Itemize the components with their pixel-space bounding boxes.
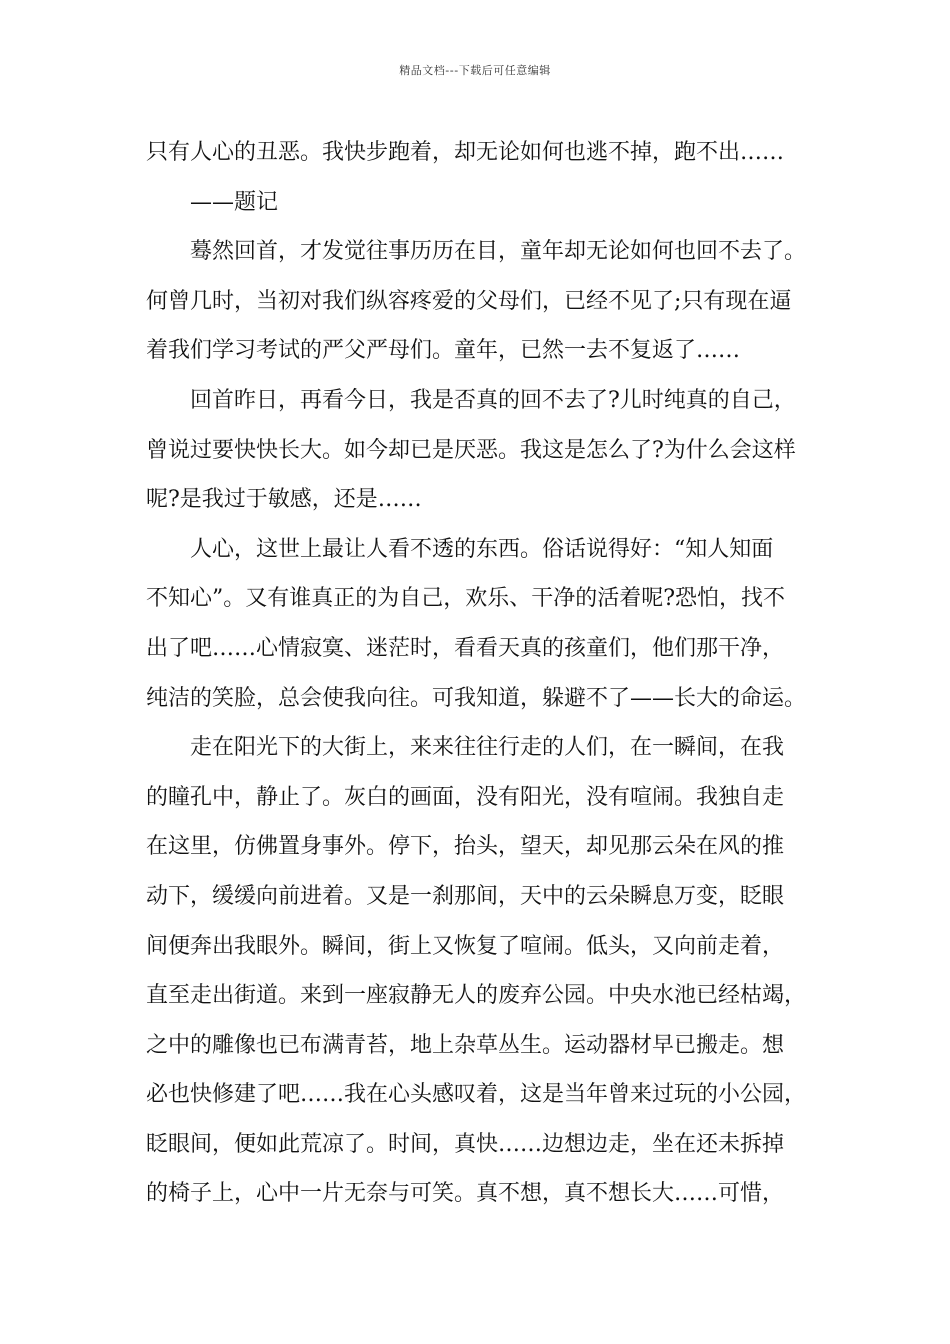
text-line: 只有人心的丑恶。我快步跑着，却无论如何也逃不掉，跑不出…… bbox=[146, 140, 785, 165]
text-line: 的椅子上，心中一片无奈与可笑。真不想，真不想长大……可惜， bbox=[146, 1181, 785, 1207]
text-line: 间便奔出我眼外。瞬间，街上又恢复了喧闹。低头，又向前走着， bbox=[146, 933, 785, 959]
text-line: 出了吧……心情寂寞、迷茫时，看看天真的孩童们，他们那干净， bbox=[146, 635, 785, 661]
text-line: 的瞳孔中，静止了。灰白的画面，没有阳光，没有喧闹。我独自走 bbox=[146, 784, 785, 810]
text-line: 之中的雕像也已布满青苔，地上杂草丛生。运动器材早已搬走。想 bbox=[146, 1032, 785, 1058]
paragraph-first-line: 蓦然回首，才发觉往事历历在目，童年却无论如何也回不去了。 bbox=[190, 239, 807, 265]
essay-body bbox=[146, 128, 826, 1219]
paragraph-first-line: 人心，这世上最让人看不透的东西。俗话说得好：“知人知面 bbox=[190, 536, 774, 562]
text-line: 眨眼间，便如此荒凉了。时间，真快……边想边走，坐在还未拆掉 bbox=[146, 1131, 785, 1157]
text-line: 不知心”。又有谁真正的为自己，欢乐、干净的活着呢?恐怕，找不 bbox=[146, 586, 786, 612]
text-line: 必也快修建了吧……我在心头感叹着，这是当年曾来过玩的小公园， bbox=[146, 1082, 807, 1108]
text-line: 动下，缓缓向前进着。又是一刹那间，天中的云朵瞬息万变，眨眼 bbox=[146, 883, 785, 909]
text-line: 着我们学习考试的严父严母们。童年，已然一去不复返了…… bbox=[146, 338, 741, 364]
page-header: 精品文档---下载后可任意编辑 bbox=[399, 64, 551, 77]
text-line: 纯洁的笑脸，总会使我向往。可我知道，躲避不了——长大的命运。 bbox=[146, 685, 807, 711]
paragraph-first-line: 走在阳光下的大街上，来来往往行走的人们，在一瞬间，在我 bbox=[190, 735, 785, 761]
text-line: 直至走出街道。来到一座寂静无人的废弃公园。中央水池已经枯竭， bbox=[146, 983, 807, 1009]
text-line: 曾说过要快快长大。如今却已是厌恶。我这是怎么了?为什么会这样 bbox=[146, 437, 796, 463]
text-line: 呢?是我过于敏感，还是…… bbox=[146, 487, 422, 513]
text-line: 在这里，仿佛置身事外。停下，抬头，望天，却见那云朵在风的推 bbox=[146, 834, 785, 860]
paragraph-first-line: 回首昨日，再看今日，我是否真的回不去了?儿时纯真的自己， bbox=[190, 387, 796, 413]
text-line: 何曾几时，当初对我们纵容疼爱的父母们，已经不见了;只有现在逼 bbox=[146, 288, 792, 314]
paragraph-first-line: ——题记 bbox=[190, 189, 279, 215]
